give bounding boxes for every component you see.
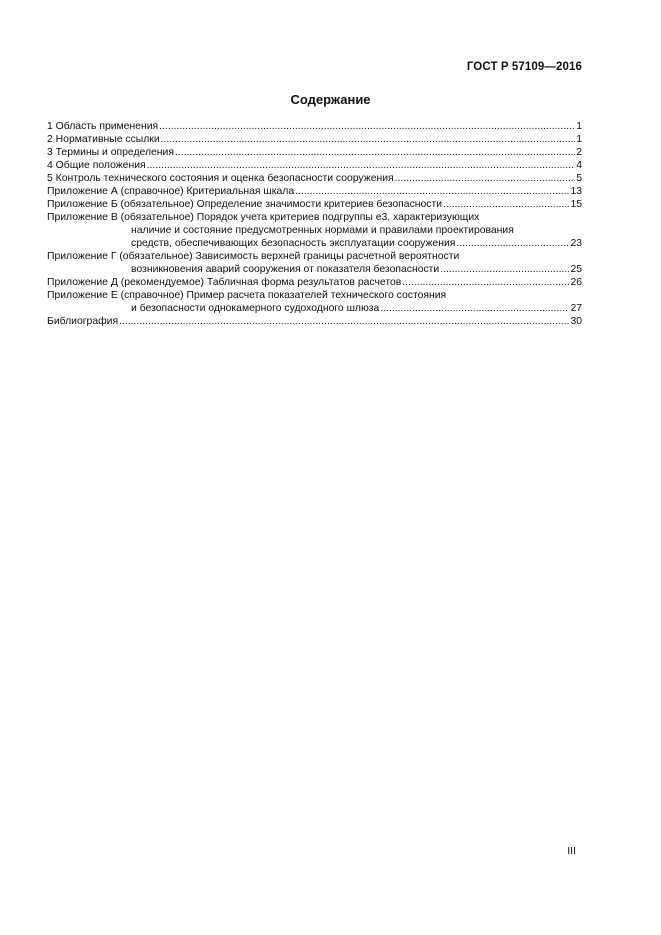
toc-entry-title: 1 Область применения xyxy=(47,121,159,132)
toc-entry-title: возникновения аварий сооружения от показателя безопасности xyxy=(131,264,440,275)
toc-entry-title: средств, обеспечивающих безопасность эксплуатации сооружения xyxy=(131,238,456,249)
table-of-contents xyxy=(47,120,582,328)
toc-title: Содержание xyxy=(290,92,371,107)
toc-line xyxy=(47,289,582,302)
toc-entry-title: Библиография xyxy=(47,316,119,327)
toc-leader-dots xyxy=(395,172,576,185)
toc-entry[interactable] xyxy=(47,211,582,250)
toc-page-number: 5 xyxy=(576,173,582,184)
toc-entry-title: Приложение Д (рекомендуемое) Табличная форма результатов расчетов xyxy=(47,277,402,288)
toc-line xyxy=(47,250,582,263)
toc-line xyxy=(47,263,582,276)
toc-entry-title: наличие и состояние предусмотренных нормами и правилами проектирования xyxy=(131,225,514,236)
toc-page-number: 13 xyxy=(570,186,582,197)
toc-line xyxy=(47,211,582,224)
toc-entry[interactable] xyxy=(47,289,582,315)
toc-entry[interactable] xyxy=(47,159,582,172)
toc-page-number: 1 xyxy=(576,134,582,145)
toc-entry[interactable] xyxy=(47,276,582,289)
toc-entry[interactable] xyxy=(47,146,582,159)
toc-line xyxy=(47,276,582,289)
toc-page-number: 27 xyxy=(570,303,582,314)
toc-entry[interactable] xyxy=(47,185,582,198)
toc-page-number: 4 xyxy=(576,160,582,171)
toc-entry[interactable] xyxy=(47,133,582,146)
toc-leader-dots xyxy=(440,263,569,276)
toc-page-number: 15 xyxy=(570,199,582,210)
toc-entry[interactable] xyxy=(47,315,582,328)
toc-leader-dots xyxy=(119,315,569,328)
toc-leader-dots xyxy=(175,146,575,159)
toc-page-number: 1 xyxy=(576,121,582,132)
toc-page-number: 25 xyxy=(570,264,582,275)
toc-line xyxy=(47,159,582,172)
toc-leader-dots xyxy=(147,159,576,172)
document-code: ГОСТ Р 57109—2016 xyxy=(466,61,582,73)
toc-entry-title: 4 Общие положения xyxy=(47,160,146,171)
toc-entry-title: 3 Термины и определения xyxy=(47,147,174,158)
toc-entry-title: и безопасности однокамерного судоходного шлюза xyxy=(131,303,380,314)
toc-line xyxy=(47,172,582,185)
toc-line xyxy=(47,315,582,328)
toc-entry-title: Приложение Б (обязательное) Определение значимости критериев безопасности xyxy=(47,199,443,210)
toc-line xyxy=(47,237,582,250)
toc-page-number: 23 xyxy=(570,238,582,249)
toc-entry-title: Приложение А (справочное) Критериальная шкала xyxy=(47,186,295,197)
toc-entry[interactable] xyxy=(47,198,582,211)
toc-entry[interactable] xyxy=(47,172,582,185)
toc-entry-title: 2 Нормативные ссылки xyxy=(47,134,160,145)
toc-line xyxy=(47,185,582,198)
toc-entry-title: Приложение Е (справочное) Пример расчета показателей технического состояния xyxy=(47,290,447,301)
toc-page-number: 30 xyxy=(570,316,582,327)
toc-entry-title: 5 Контроль технического состояния и оценка безопасности сооружения xyxy=(47,173,394,184)
toc-page-number: 2 xyxy=(576,147,582,158)
toc-leader-dots xyxy=(295,185,569,198)
toc-entry-title: Приложение В (обязательное) Порядок учета критериев подгруппы е3, характеризующих xyxy=(47,212,480,223)
toc-line xyxy=(47,133,582,146)
toc-leader-dots xyxy=(159,120,575,133)
toc-leader-dots xyxy=(443,198,569,211)
toc-entry[interactable] xyxy=(47,250,582,276)
toc-line xyxy=(47,146,582,159)
toc-leader-dots xyxy=(456,237,569,250)
toc-entry[interactable] xyxy=(47,120,582,133)
toc-line xyxy=(47,302,582,315)
toc-leader-dots xyxy=(402,276,569,289)
toc-line xyxy=(47,224,582,237)
toc-leader-dots xyxy=(380,302,569,315)
toc-line xyxy=(47,198,582,211)
toc-entry-title: Приложение Г (обязательное) Зависимость верхней границы расчетной вероятности xyxy=(47,251,460,262)
toc-line xyxy=(47,120,582,133)
toc-leader-dots xyxy=(161,133,576,146)
toc-page-number: 26 xyxy=(570,277,582,288)
page-number: III xyxy=(567,845,576,857)
